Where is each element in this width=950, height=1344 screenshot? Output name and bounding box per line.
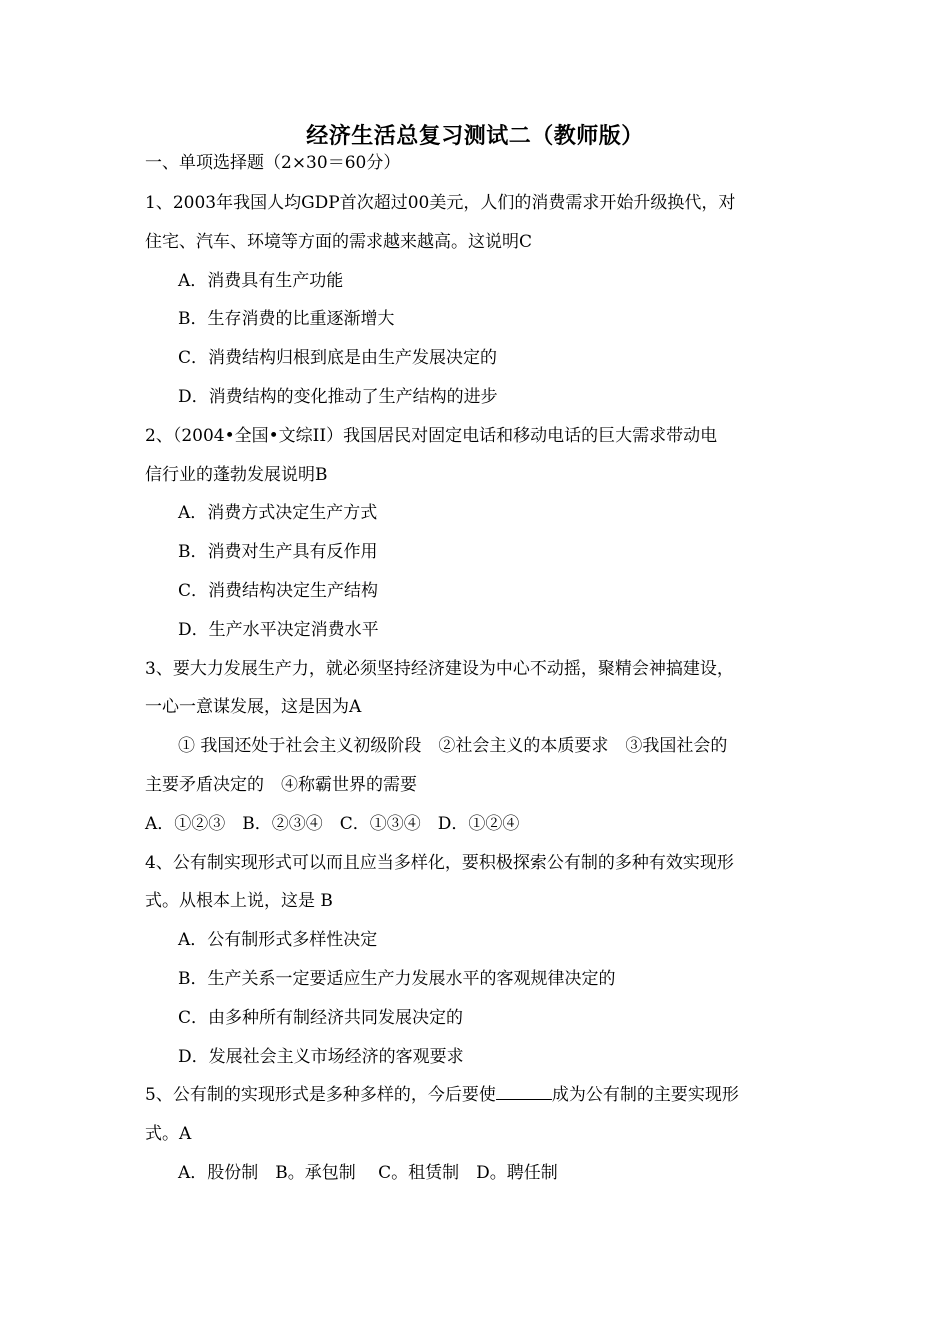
document-title: 经济生活总复习测试二（教师版） — [306, 123, 644, 149]
question-1-option-d: D．消费结构的变化推动了生产结构的进步 — [178, 386, 498, 407]
question-2-option-d: D．生产水平决定消费水平 — [178, 619, 379, 640]
question-5-options: A．股份制 B。承包制 C。租赁制 D。聘任制 — [178, 1162, 558, 1183]
question-2-option-a: A．消费方式决定生产方式 — [178, 503, 378, 524]
question-3-stem-line-1: 3、要大力发展生产力，就必须坚持经济建设为中心不动摇，聚精会神搞建设， — [145, 658, 734, 679]
question-2-stem-line-2: 信行业的蓬勃发展说明B — [145, 464, 328, 485]
question-4-stem-line-1: 4、公有制实现形式可以而且应当多样化，要积极探索公有制的多种有效实现形 — [145, 852, 734, 873]
question-4-option-d: D．发展社会主义市场经济的客观要求 — [178, 1046, 464, 1067]
question-list — [145, 184, 815, 1193]
question-3-options: A．①②③ B．②③④ C．①③④ D．①②④ — [145, 813, 520, 834]
question-2-stem-line-1: 2、（2004•全国•文综II）我国居民对固定电话和移动电话的巨大需求带动电 — [145, 425, 718, 446]
question-4-option-c: C．由多种所有制经济共同发展决定的 — [178, 1007, 464, 1028]
question-1-stem-line-2: 住宅、汽车、环境等方面的需求越来越高。这说明C — [145, 231, 533, 252]
question-1-option-c: C．消费结构归根到底是由生产发展决定的 — [178, 348, 498, 369]
question-5-stem-line-1 — [145, 1076, 815, 1115]
question-5-stem-after-blank: 成为公有制的主要实现形 — [551, 1085, 739, 1106]
question-1-option-a: A．消费具有生产功能 — [178, 270, 344, 291]
question-4-stem-line-2: 式。从根本上说，这是 B — [145, 891, 333, 912]
fill-in-blank — [496, 1081, 552, 1100]
question-4-option-a: A．公有制形式多样性决定 — [178, 930, 378, 951]
question-3-stem-line-2: 一心一意谋发展，这是因为A — [145, 697, 362, 718]
section-header: 一、单项选择题（2×30＝60分） — [145, 153, 401, 173]
question-3-statements-line-1: ① 我国还处于社会主义初级阶段 ②社会主义的本质要求 ③我国社会的 — [178, 736, 728, 757]
question-2-option-c: C．消费结构决定生产结构 — [178, 580, 379, 601]
question-1-stem-line-1: 1、2003年我国人均GDP首次超过00美元，人们的消费需求开始升级换代，对 — [145, 193, 736, 213]
question-2-option-b: B．消费对生产具有反作用 — [178, 542, 378, 563]
question-5-stem-before-blank: 5、公有制的实现形式是多种多样的，今后要使 — [145, 1085, 496, 1106]
question-5-stem-line-2: 式。A — [145, 1124, 192, 1145]
question-4-option-b: B．生产关系一定要适应生产力发展水平的客观规律决定的 — [178, 968, 616, 989]
question-1-option-b: B．生存消费的比重逐渐增大 — [178, 309, 395, 330]
question-3-statements-line-2: 主要矛盾决定的 ④称霸世界的需要 — [145, 774, 417, 795]
